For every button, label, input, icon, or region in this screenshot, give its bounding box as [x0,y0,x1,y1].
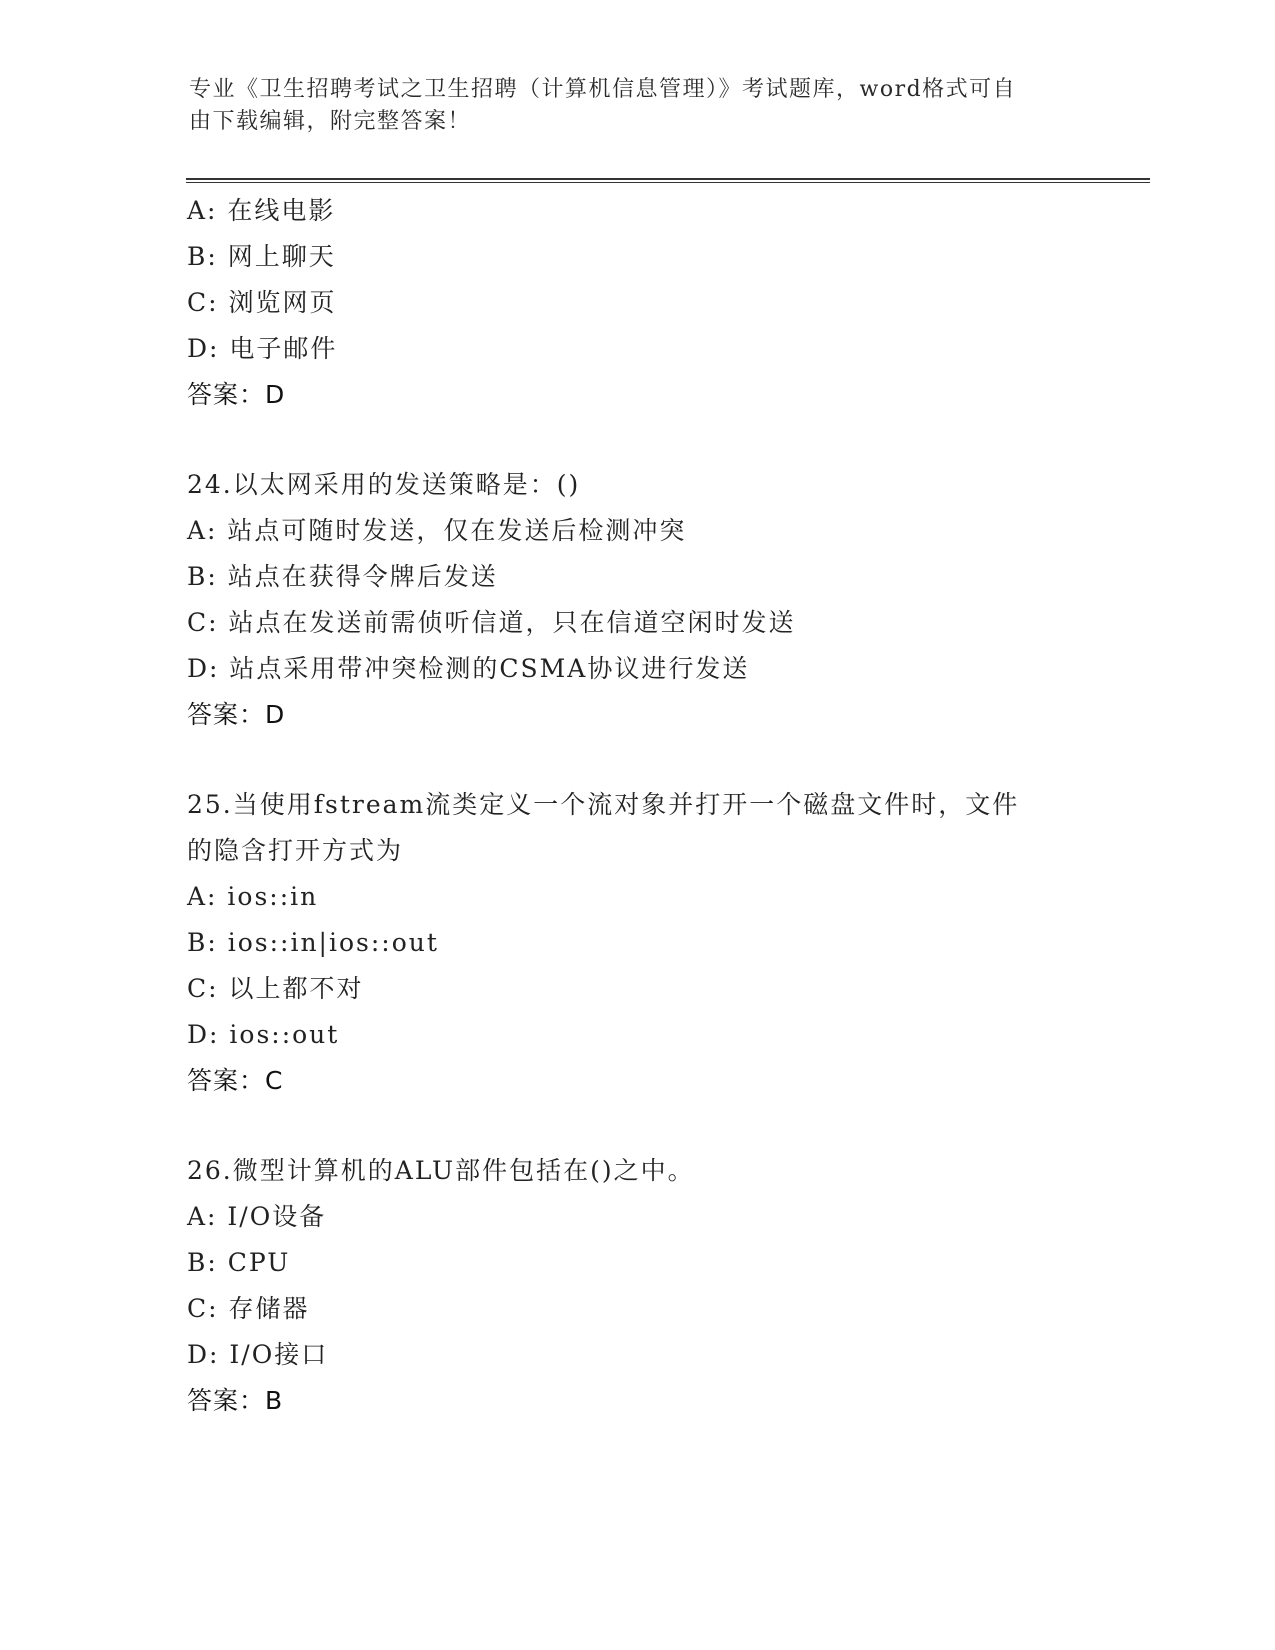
option-b: B: 站点在获得令牌后发送 [187,562,498,591]
option-c: C: 以上都不对 [187,974,364,1003]
option-a: A: ios::in [187,882,319,911]
spacer [187,738,1147,782]
question-26 [187,1148,1147,1424]
answer: 答案：C [187,1066,284,1095]
option-d: D: 电子邮件 [187,334,338,363]
partial-question [187,188,1147,418]
document-header [189,74,1089,138]
option-c: C: 浏览网页 [187,288,337,317]
option-d: D: ios::out [187,1020,340,1049]
option-c: C: 站点在发送前需侦听信道，只在信道空闲时发送 [187,608,796,637]
question-25 [187,782,1147,1104]
option-a: A: 站点可随时发送，仅在发送后检测冲突 [187,516,687,545]
answer: 答案：D [187,700,286,729]
header-line-1: 专业《卫生招聘考试之卫生招聘（计算机信息管理）》考试题库，word格式可自 [189,77,1017,102]
spacer [187,1104,1147,1148]
question-text: 24.以太网采用的发送策略是：() [187,470,581,499]
question-24 [187,462,1147,738]
header-line-2: 由下载编辑，附完整答案！ [189,109,472,134]
spacer [187,418,1147,462]
question-list [187,188,1147,1424]
option-c: C: 存储器 [187,1294,310,1323]
option-a: A: I/O设备 [187,1202,327,1231]
option-b: B: 网上聊天 [187,242,336,271]
question-text: 26.微型计算机的ALU部件包括在()之中。 [187,1156,695,1185]
answer: 答案：B [187,1386,284,1415]
option-d: D: 站点采用带冲突检测的CSMA协议进行发送 [187,654,750,683]
option-b: B: ios::in|ios::out [187,928,439,957]
question-text-continued: 的隐含打开方式为 [187,836,404,865]
question-text: 25.当使用fstream流类定义一个流对象并打开一个磁盘文件时，文件 [187,790,1020,819]
header-divider [186,178,1150,183]
option-a: A: 在线电影 [187,196,336,225]
answer: 答案：D [187,380,286,409]
option-b: B: CPU [187,1248,291,1277]
option-d: D: I/O接口 [187,1340,329,1369]
